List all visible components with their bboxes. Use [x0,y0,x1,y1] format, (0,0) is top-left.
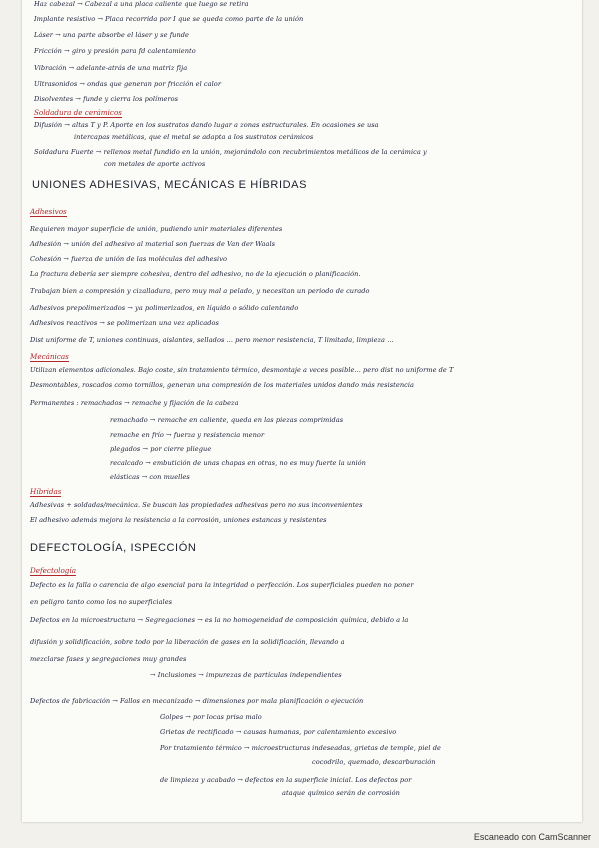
note-line: difusión y solidificación, sobre todo por la liberación de gases en la solidificación, llevando a [30,638,345,646]
note-line: remache en frío → fuerza y resistencia menor [110,431,265,439]
note-line: Adhesión → unión del adhesivo al material son fuerzas de Van der Waals [30,240,276,248]
note-line: Implante resistivo → Placa recorrida por I que se queda como parte de la unión [34,15,304,23]
subheading-hibridas: Híbridas [30,487,62,496]
note-line: Requieren mayor superficie de unión, pudiendo unir materiales diferentes [30,225,283,233]
note-line: Vibración → adelante-atrás de una matriz fija [34,64,188,72]
note-line: Ultrasonidos → ondas que generan por fricción el calor [34,80,222,88]
note-line: Golpes → por locas prisa malo [160,713,262,721]
section-heading-uniones: UNIONES ADHESIVAS, MECÁNICAS E HÍBRIDAS [32,179,308,191]
subheading-defectologia: Defectología [30,566,76,575]
scanner-watermark: Escaneado con CamScanner [473,832,591,842]
note-line: con metales de aporte activos [104,160,206,168]
scanned-page [22,0,582,822]
subheading-adhesivos: Adhesivos [30,207,67,216]
note-line: de limpieza y acabado → defectos en la superficie inicial. Los defectos por [160,776,412,784]
note-line: cocodrilo, quemado, descarburación [312,758,436,766]
note-line: recalcado → embutición de unas chapas en otras, no es muy fuerte la unión [110,459,366,467]
note-line: Fricción → giro y presión para fd calentamiento [34,47,196,55]
subheading-mecanicas: Mecánicas [30,352,69,361]
note-line: Adhesivos reactivos → se polimerizan una vez aplicados [30,319,219,327]
note-line: en peligro tanto como los no superficiales [30,598,173,606]
note-line: El adhesivo además mejora la resistencia a la corrosión, uniones estancas y resistentes [30,516,327,524]
note-line: Desmontables, roscados como tornillos, generan una compresión de los materiales unidos dando más resistencia [30,381,414,389]
note-line: remachado → remache en caliente, queda en las piezas comprimidas [110,416,344,424]
note-line: Difusión → altas T y P. Aporte en los sustratos dando lugar a zonas estructurales. En ocasiones se usa [34,121,379,129]
note-line: ataque químico serán de corrosión [282,789,400,797]
note-line: Haz cabezal → Cabezal a una placa caliente que luego se retira [34,0,249,8]
note-line: plegados → por cierre pliegue [110,445,212,453]
note-line: Defectos en la microestructura → Segregaciones → es la no homogeneidad de composición química, debido a la [30,616,409,624]
note-line: La fractura debería ser siempre cohesiva, dentro del adhesivo, no de la ejecución o planificación. [30,270,361,278]
note-line: → Inclusiones → impurezas de partículas independientes [150,671,342,679]
note-line: Disolventes → funde y cierra los polímeros [34,95,179,103]
note-line: Por tratamiento térmico → microestructuras indeseadas, grietas de temple, piel de [160,744,441,752]
note-line: intercapas metálicas, que el metal se adapta a los sustratos cerámicos [74,133,314,141]
note-line: Utilizan elementos adicionales. Bajo coste, sin tratamiento térmico, desmontaje a veces posible... pero dist no uniforme de T [30,366,454,374]
section-heading-defectologia: DEFECTOLOGÍA, ISPECCIÓN [30,542,197,554]
note-line: Permanentes : remachados → remache y fijación de la cabeza [30,399,239,407]
note-line: Dist uniforme de T, uniones continuas, aislantes, sellados ... pero menor resistencia, T limitada, limpieza ... [30,336,394,344]
note-line: Láser → una parte absorbe el láser y se funde [34,31,190,39]
note-line: Grietas de rectificado → causas humanas, por calentamiento excesivo [160,728,397,736]
note-line: Defectos de fabricación → Fallos en mecanizado → dimensiones por mala planificación o ejecución [30,697,364,705]
note-line: Soldadura Fuerte → rellenos metal fundido en la unión, mejorándolo con recubrimientos metálicos de la cerámica y [34,148,427,156]
note-line: Cohesión → fuerza de unión de las moléculas del adhesivo [30,255,228,263]
note-line: elásticas → con muelles [110,473,190,481]
note-line: Trabajan bien a compresión y cizalladura, pero muy mal a pelado, y necesitan un periodo de curado [30,287,370,295]
note-line: mezclarse fases y segregaciones muy grandes [30,655,187,663]
note-line: Adhesivos prepolimerizados → ya polimerizados, en líquido o sólido calentando [30,304,299,312]
note-line: Defecto es la falla o carencia de algo esencial para la integridad o perfección. Los superficiales pueden no poner [30,581,414,589]
note-line: Adhesivas + soldadas/mecánica. Se buscan las propiedades adhesivas pero no sus inconvenientes [30,501,363,509]
subheading-ceramicos: Soldadura de cerámicos [34,108,122,117]
